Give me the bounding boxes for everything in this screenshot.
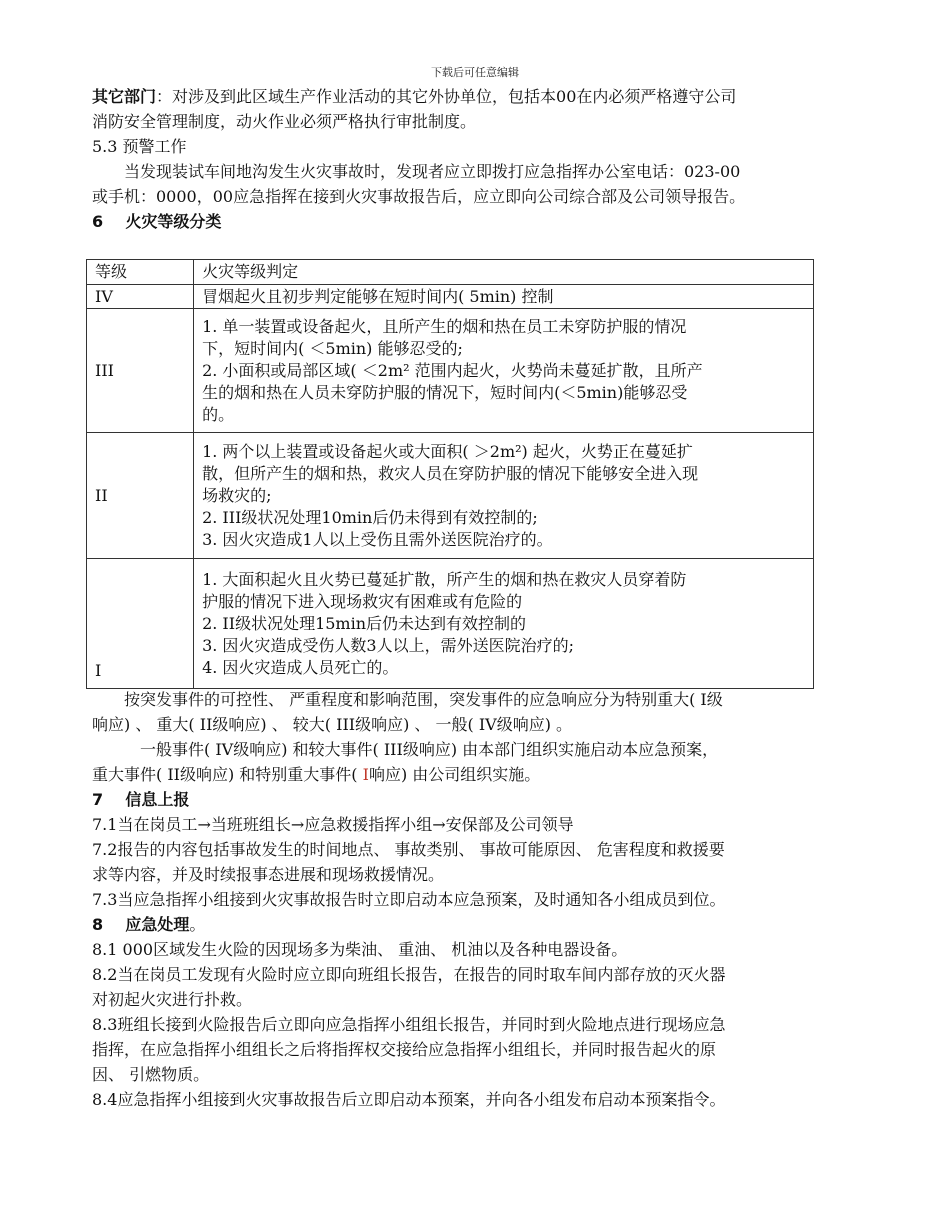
criteria-line: 场救灾的; — [202, 485, 272, 505]
paragraph-line: 8.1 000区域发生火险的因现场多为柴油、 重油、 机油以及各种电器设备。 — [92, 940, 628, 959]
criteria-line: 2. II级状况处理15min后仍未达到有效控制的 — [202, 613, 527, 633]
criteria-line: 下，短时间内( ＜5min) 能够忍受的; — [202, 338, 463, 358]
criteria-line: 护服的情况下进入现场救灾有困难或有危险的 — [202, 591, 523, 611]
paragraph-other-departments — [92, 86, 882, 108]
paragraph-line: 或手机：0000，00应急指挥在接到火灾事故报告后，应立即向公司综合部及公司领导报告。 — [92, 187, 746, 206]
grade-cell: III — [87, 309, 194, 433]
paragraph-line: 指挥，在应急指挥小组组长之后将指挥权交接给应急指挥小组组长，并同时报告起火的原 — [92, 1040, 717, 1059]
criteria-line: 2. 小面积或局部区域( ＜2m² 范围内起火，火势尚未蔓延扩散，且所产 — [202, 360, 703, 380]
criteria-line: 冒烟起火且初步判定能够在短时间内( 5min) 控制 — [202, 286, 554, 306]
paragraph-line: 按突发事件的可控性、 严重程度和影响范围，突发事件的应急响应分为特别重大( Ⅰ级 — [124, 690, 723, 709]
criteria-line: 散，但所产生的烟和热，救灾人员在穿防护服的情况下能够安全进入现 — [202, 463, 699, 483]
paragraph-line: 7.1当在岗员工→当班班组长→应急救援指挥小组→安保部及公司领导 — [92, 815, 574, 834]
table-row — [87, 433, 814, 559]
criteria-cell — [194, 285, 814, 309]
criteria-cell — [194, 433, 814, 559]
text-segment: 响应) 由公司组织实施。 — [368, 765, 541, 784]
paragraph-line: 因、 引燃物质。 — [92, 1065, 210, 1084]
paragraph-text: ：对涉及到此区域生产作业活动的其它外协单位，包括本00在内必须严格遵守公司 — [156, 87, 737, 106]
fire-grade-table — [86, 259, 814, 689]
table-header-row — [87, 260, 814, 285]
section-heading-6: 6 火灾等级分类 — [92, 212, 222, 231]
criteria-line: 3. 因火灾造成受伤人数3人以上，需外送医院治疗的; — [202, 635, 575, 655]
criteria-line: 的。 — [202, 404, 235, 424]
paragraph-line: 7.3当应急指挥小组接到火灾事故报告时立即启动本应急预案，及时通知各小组成员到位。 — [92, 890, 726, 909]
paragraph-line — [92, 764, 882, 786]
criteria-cell — [194, 559, 814, 689]
term-other-departments: 其它部门 — [92, 87, 157, 106]
paragraph-line: 当发现装试车间地沟发生火灾事故时，发现者应立即拨打应急指挥办公室电话：023-00 — [124, 162, 741, 181]
paragraph-line: 求等内容，并及时续报事态进展和现场救援情况。 — [92, 865, 445, 884]
criteria-line: 1. 大面积起火且火势已蔓延扩散，所产生的烟和热在救灾人员穿着防 — [202, 569, 687, 589]
table-row — [87, 559, 814, 689]
text-segment: 重大事件( II级响应) 和特别重大事件( — [92, 765, 358, 784]
section-heading-7: 7 信息上报 — [92, 790, 190, 809]
section-heading-5-3: 5.3 预警工作 — [92, 137, 187, 156]
paragraph-line: 7.2报告的内容包括事故发生的时间地点、 事故类别、 事故可能原因、 危害程度和救援要 — [92, 840, 725, 859]
red-grade-marker: Ⅰ — [362, 765, 369, 784]
grade-cell: IV — [87, 285, 194, 309]
page-header: 下载后可任意编辑 — [431, 66, 519, 79]
paragraph-line: 消防安全管理制度，动火作业必须严格执行审批制度。 — [92, 112, 477, 131]
criteria-line: 1. 两个以上装置或设备起火或大面积( ＞2m²) 起火，火势正在蔓延扩 — [202, 441, 693, 461]
criteria-cell — [194, 309, 814, 433]
criteria-line: 4. 因火灾造成人员死亡的。 — [202, 657, 399, 677]
table-header-cell: 等级 — [87, 260, 194, 285]
paragraph-line: 8.4应急指挥小组接到火灾事故报告后立即启动本预案，并向各小组发布启动本预案指令。 — [92, 1090, 726, 1109]
table-row — [87, 285, 814, 309]
criteria-line: 1. 单一装置或设备起火，且所产生的烟和热在员工未穿防护服的情况 — [202, 316, 687, 336]
paragraph-line: 8.2当在岗员工发现有火险时应立即向班组长报告，在报告的同时取车间内部存放的灭火器 — [92, 965, 726, 984]
table-row — [87, 309, 814, 433]
section-heading-8-line — [92, 914, 882, 936]
criteria-line: 3. 因火灾造成1人以上受伤且需外送医院治疗的。 — [202, 529, 553, 549]
table-header-cell: 火灾等级判定 — [194, 260, 814, 285]
text-segment: 。 — [189, 915, 206, 934]
criteria-line: 生的烟和热在人员未穿防护服的情况下，短时间内(＜5min)能够忍受 — [202, 382, 688, 402]
paragraph-line: 响应) 、 重大( II级响应) 、 较大( III级响应) 、 一般( IV级响应) 。 — [92, 715, 573, 734]
criteria-line: 2. III级状况处理10min后仍未得到有效控制的; — [202, 507, 538, 527]
paragraph-line: 对初起火灾进行扑救。 — [92, 990, 253, 1009]
paragraph-line: 一般事件( IV级响应) 和较大事件( III级响应) 由本部门组织实施启动本应急预案， — [140, 740, 719, 759]
paragraph-line: 8.3班组长接到火险报告后立即向应急指挥小组组长报告，并同时到火险地点进行现场应急 — [92, 1015, 726, 1034]
grade-cell: I — [87, 559, 194, 689]
grade-cell: II — [87, 433, 194, 559]
section-heading-8: 8 应急处理 — [92, 915, 190, 934]
